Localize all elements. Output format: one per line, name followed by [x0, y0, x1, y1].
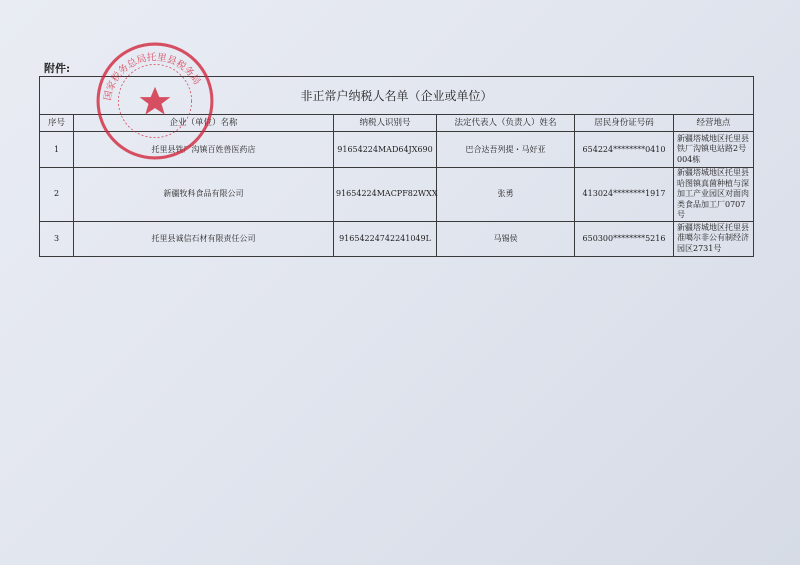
seal-text: 国家税务总局托里县税务局 [102, 52, 203, 102]
official-seal [94, 40, 216, 162]
cell-tax-id: 91654224MAD64JX690 [334, 132, 437, 168]
col-header-address: 经营地点 [674, 115, 754, 132]
annex-label: 附件: [44, 62, 71, 75]
cell-address: 新疆塔城地区托里县哈图镇真菌种植与深加工产业园区对面肉类食品加工厂0707号 [674, 168, 754, 222]
cell-no: 2 [40, 168, 74, 222]
cell-id-number: 413024********1917 [575, 168, 674, 222]
col-header-name: 企业（单位）名称 [74, 115, 334, 132]
cell-name: 托里县诚信石材有限责任公司 [74, 221, 334, 256]
cell-legal-rep: 巴合达吾列提・马好亚 [437, 132, 575, 168]
cell-name: 托里县铁厂沟镇百姓兽医药店 [74, 132, 334, 168]
col-header-tax-id: 纳税人识别号 [334, 115, 437, 132]
cell-no: 1 [40, 132, 74, 168]
cell-id-number: 650300********5216 [575, 221, 674, 256]
table-row [40, 168, 754, 222]
table-title: 非正常户纳税人名单（企业或单位） [40, 77, 754, 115]
cell-tax-id: 91654224MACPF82WXX [334, 168, 437, 222]
cell-address: 新疆塔城地区托里县铁厂沟镇电站路2号004栋 [674, 132, 754, 168]
cell-tax-id: 91654224742241049L [334, 221, 437, 256]
seal-star-icon [140, 87, 171, 115]
cell-name: 新疆牧科食品有限公司 [74, 168, 334, 222]
cell-legal-rep: 张勇 [437, 168, 575, 222]
cell-no: 3 [40, 221, 74, 256]
table-row [40, 221, 754, 256]
cell-legal-rep: 马锡侯 [437, 221, 575, 256]
cell-address: 新疆塔城地区托里县准噶尔非公有制经济园区2731号 [674, 221, 754, 256]
col-header-id-number: 居民身份证号码 [575, 115, 674, 132]
col-header-legal-rep: 法定代表人（负责人）姓名 [437, 115, 575, 132]
cell-id-number: 654224********0410 [575, 132, 674, 168]
col-header-no: 序号 [40, 115, 74, 132]
